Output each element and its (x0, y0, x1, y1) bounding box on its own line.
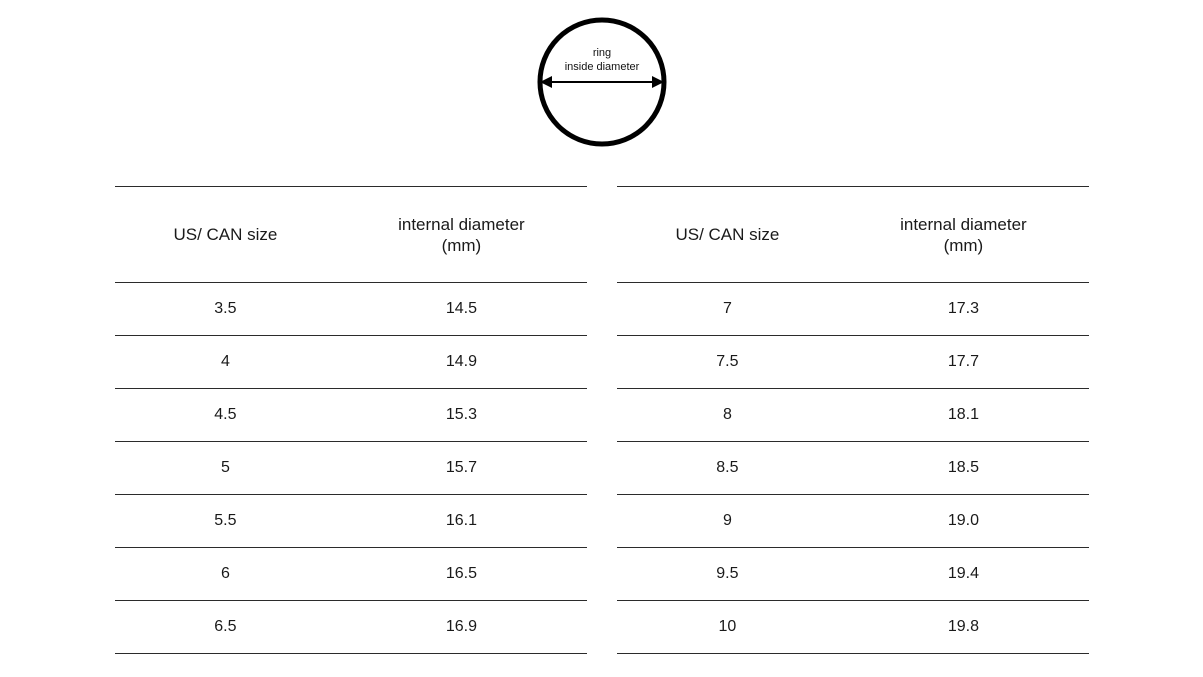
cell-size: 7 (617, 283, 839, 336)
ring-size-table-right (617, 186, 1089, 654)
table-row (617, 283, 1089, 336)
cell-diameter: 15.3 (336, 389, 586, 442)
ring-size-tables (0, 186, 1203, 654)
table-row (115, 601, 587, 654)
cell-diameter: 19.8 (838, 601, 1088, 654)
cell-diameter: 14.5 (336, 283, 586, 336)
column-header-line2: (mm) (943, 235, 984, 255)
cell-size: 4 (115, 336, 337, 389)
table-row (115, 336, 587, 389)
ring-inside-diameter-icon (532, 12, 672, 152)
table-row (115, 442, 587, 495)
cell-diameter: 16.9 (336, 601, 586, 654)
cell-size: 8 (617, 389, 839, 442)
ring-size-table-left (115, 186, 587, 654)
table-row (115, 283, 587, 336)
cell-size: 6.5 (115, 601, 337, 654)
cell-size: 3.5 (115, 283, 337, 336)
cell-diameter: 15.7 (336, 442, 586, 495)
cell-size: 7.5 (617, 336, 839, 389)
table-body (115, 283, 587, 654)
table-row (617, 336, 1089, 389)
table-row (617, 495, 1089, 548)
diagram-label-line1: ring (592, 47, 611, 59)
table-header-row (617, 187, 1089, 283)
diagram-label-line2: inside diameter (564, 61, 639, 73)
table-header (617, 187, 1089, 283)
cell-diameter: 18.1 (838, 389, 1088, 442)
cell-diameter: 16.1 (336, 495, 586, 548)
cell-diameter: 19.4 (838, 548, 1088, 601)
table-header-row (115, 187, 587, 283)
column-header-internal-diameter (336, 187, 586, 283)
cell-diameter: 16.5 (336, 548, 586, 601)
table-row (617, 601, 1089, 654)
cell-size: 5 (115, 442, 337, 495)
table-body (617, 283, 1089, 654)
cell-diameter: 17.3 (838, 283, 1088, 336)
cell-size: 10 (617, 601, 839, 654)
column-header-internal-diameter (838, 187, 1088, 283)
cell-size: 4.5 (115, 389, 337, 442)
table-row (617, 548, 1089, 601)
cell-diameter: 18.5 (838, 442, 1088, 495)
cell-diameter: 14.9 (336, 336, 586, 389)
cell-size: 8.5 (617, 442, 839, 495)
cell-size: 5.5 (115, 495, 337, 548)
cell-size: 6 (115, 548, 337, 601)
table-row (617, 389, 1089, 442)
table-row (617, 442, 1089, 495)
cell-diameter: 17.7 (838, 336, 1088, 389)
table-row (115, 548, 587, 601)
column-header-us-can-size: US/ CAN size (115, 187, 337, 283)
column-header-line1: internal diameter (900, 214, 1027, 234)
cell-size: 9 (617, 495, 839, 548)
ring-diagram-container (0, 0, 1203, 170)
table-row (115, 495, 587, 548)
column-header-line2: (mm) (441, 235, 482, 255)
column-header-line1: internal diameter (398, 214, 525, 234)
table-row (115, 389, 587, 442)
cell-diameter: 19.0 (838, 495, 1088, 548)
cell-size: 9.5 (617, 548, 839, 601)
table-header (115, 187, 587, 283)
column-header-us-can-size: US/ CAN size (617, 187, 839, 283)
